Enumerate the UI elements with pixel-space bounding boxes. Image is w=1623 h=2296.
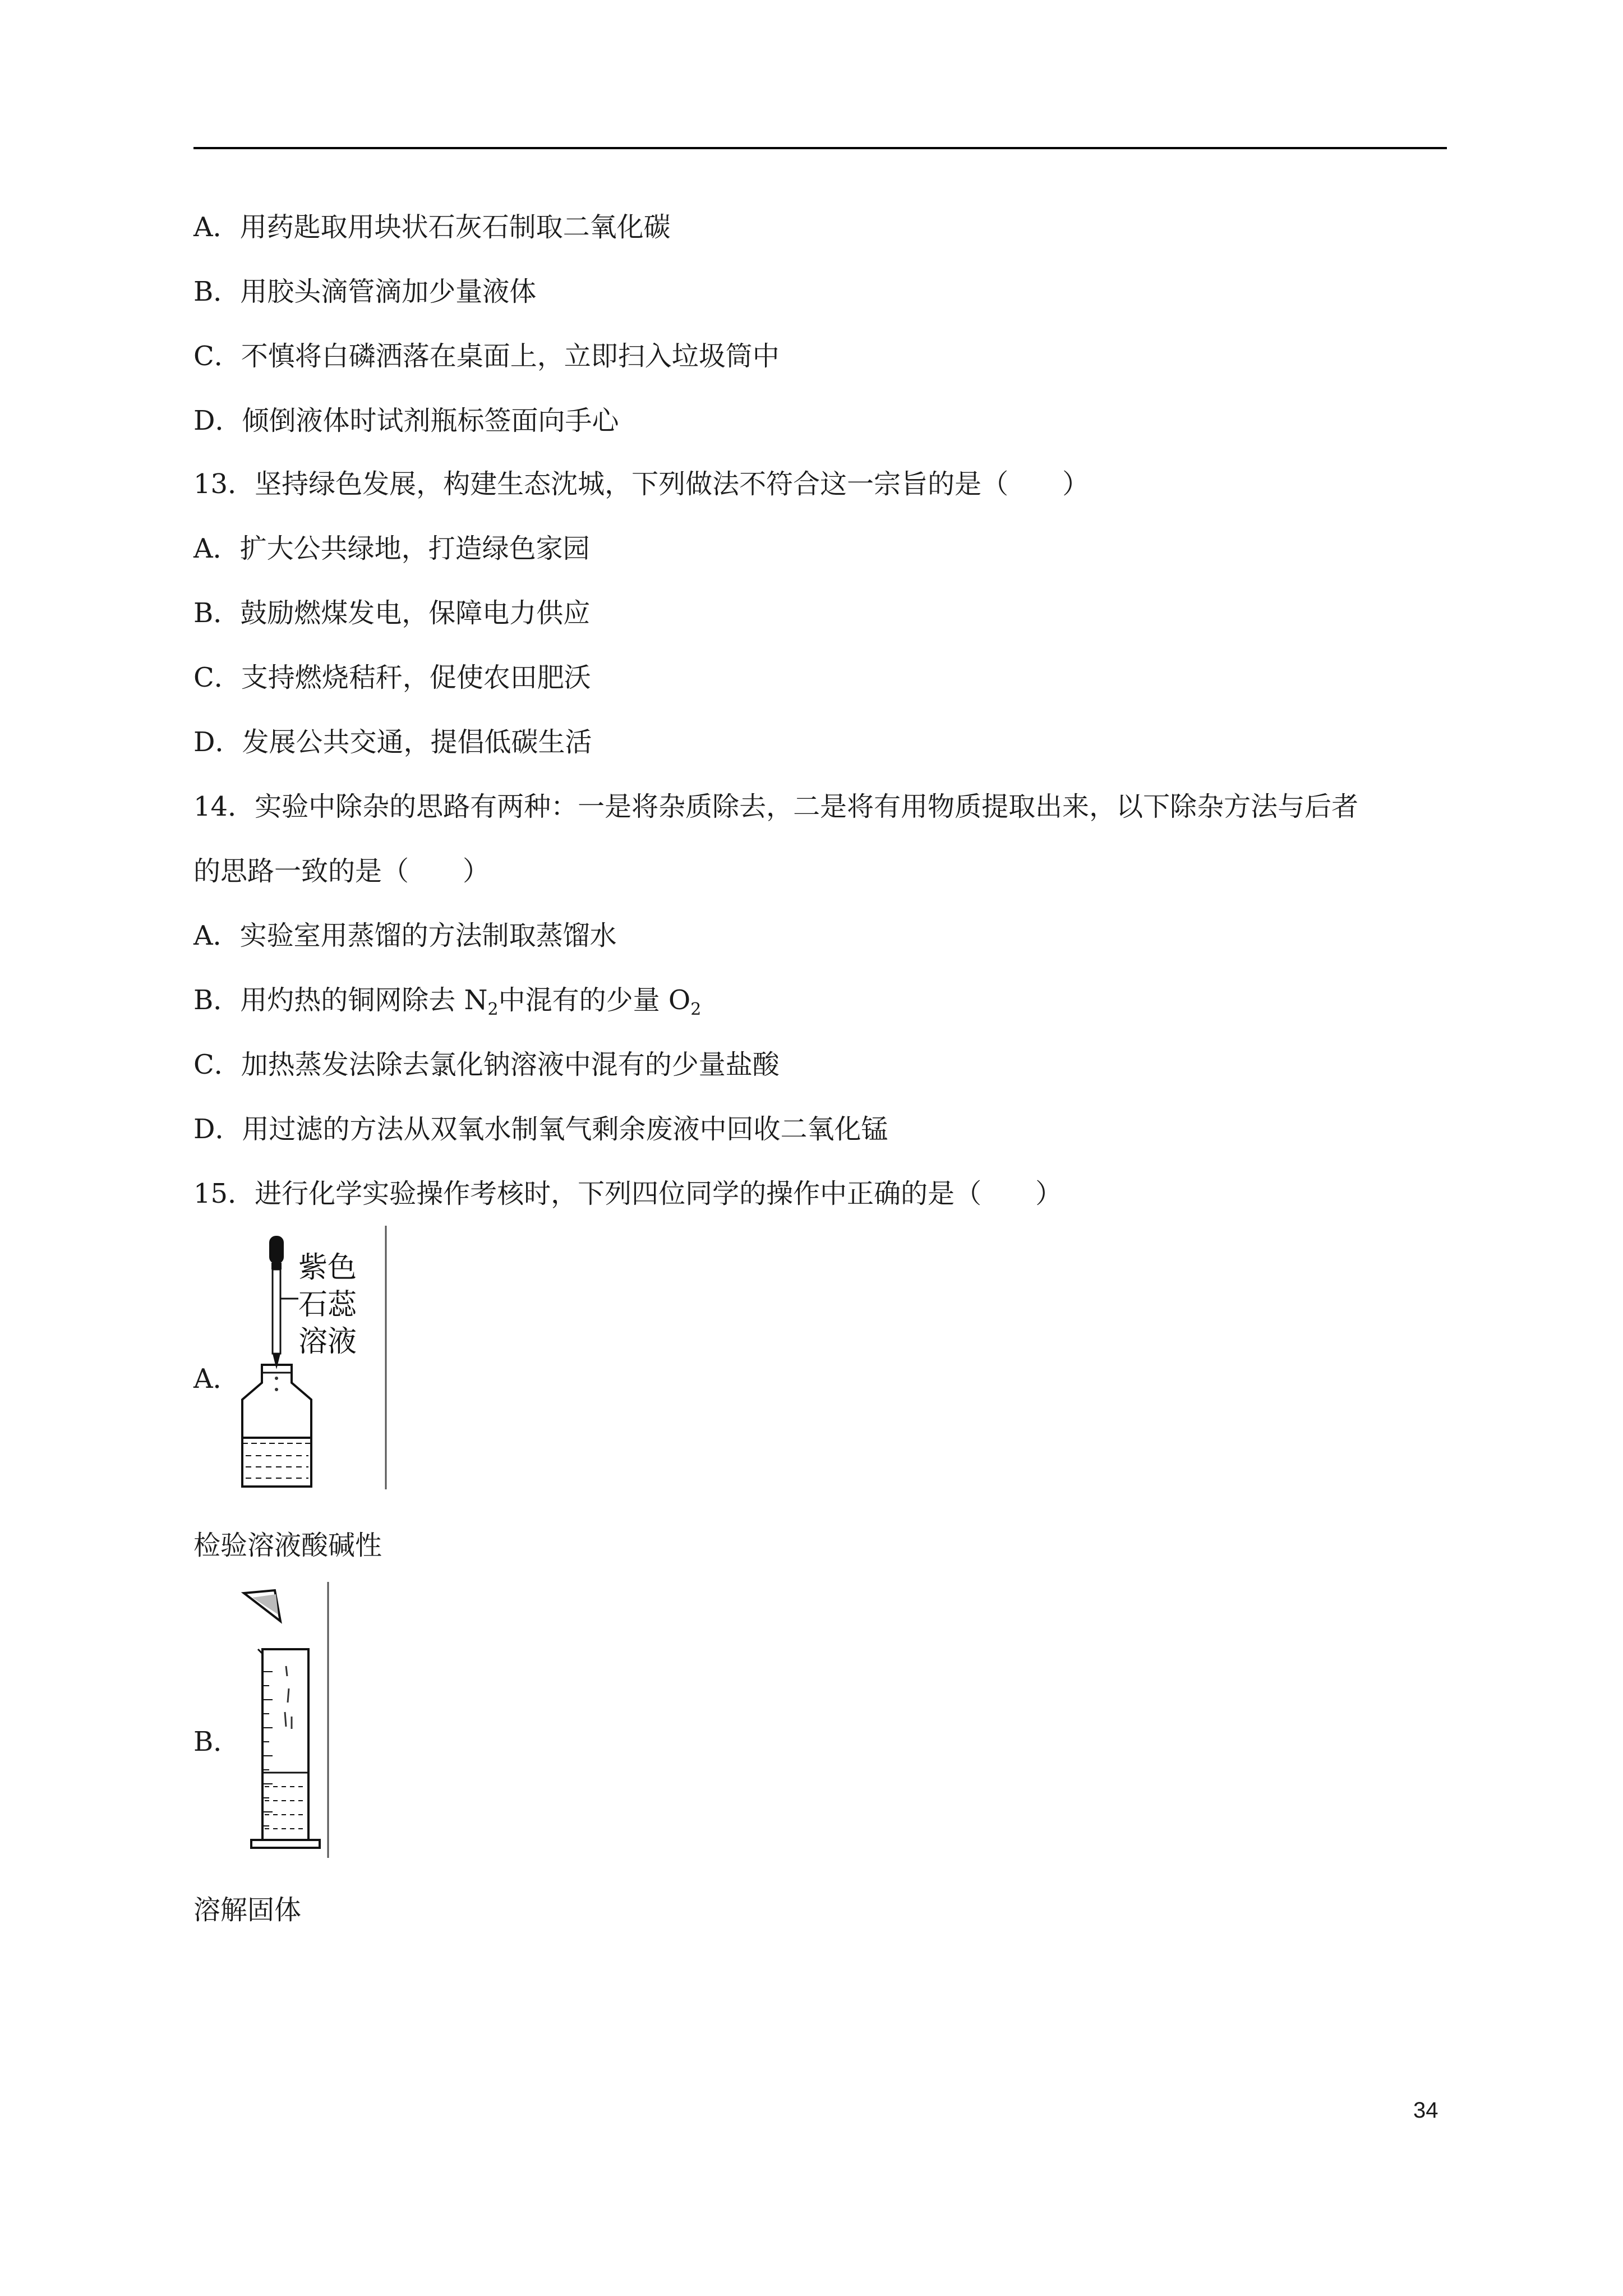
dropper-tube — [273, 1269, 280, 1354]
q14-stem-line1: 14．实验中除杂的思路有两种：一是将杂质除去，二是将有用物质提取出来，以下除杂方法与后者 — [193, 791, 1359, 822]
q14b-sub2: 2 — [690, 1000, 702, 1019]
q13-option-a: A．扩大公共绿地，打造绿色家园 — [193, 533, 590, 564]
q14-option-c: C．加热蒸发法除去氯化钠溶液中混有的少量盐酸 — [193, 1049, 780, 1080]
cylinder-base — [251, 1840, 320, 1848]
q15-option-a-letter: A． — [193, 1363, 240, 1395]
q14-option-b — [193, 983, 701, 1027]
fig-label-line2: 石蕊 — [298, 1288, 357, 1322]
graduated-cylinder-figure — [236, 1582, 336, 1860]
q14b-pre: B．用灼热的铜网除去 N — [193, 984, 488, 1016]
q12-option-b: B．用胶头滴管滴加少量液体 — [193, 276, 537, 307]
q14-stem-line2: 的思路一致的是（ ） — [193, 855, 490, 887]
q15-option-b-letter: B． — [193, 1726, 241, 1757]
q12-option-c: C．不慎将白磷洒落在桌面上，立即扫入垃圾筒中 — [193, 341, 780, 372]
q15-option-b-caption: 溶解固体 — [193, 1894, 302, 1926]
q15-option-a-caption: 检验溶液酸碱性 — [193, 1530, 382, 1561]
q13-stem: 13．坚持绿色发展，构建生态沈城，下列做法不符合这一宗旨的是（ ） — [193, 468, 1090, 500]
dropper-bulb — [269, 1236, 284, 1264]
fig-label-line1: 紫色 — [298, 1251, 357, 1285]
q14b-sub1: 2 — [487, 1000, 499, 1019]
page-number: 34 — [1413, 2098, 1438, 2123]
q13-option-d: D．发展公共交通，提倡低碳生活 — [193, 726, 592, 758]
dropper-bottle-figure — [236, 1226, 393, 1492]
header-rule — [193, 147, 1447, 149]
q14b-mid: 中混有的少量 O — [498, 984, 691, 1016]
q12-option-d: D．倾倒液体时试剂瓶标签面向手心 — [193, 405, 619, 436]
fig-label-line3: 溶液 — [298, 1325, 357, 1359]
q15-stem: 15．进行化学实验操作考核时，下列四位同学的操作中正确的是（ ） — [193, 1178, 1063, 1209]
q13-option-c: C．支持燃烧秸秆，促使农田肥沃 — [193, 662, 591, 693]
q12-option-a: A．用药匙取用块状石灰石制取二氧化碳 — [193, 211, 671, 243]
q13-option-b: B．鼓励燃煤发电，保障电力供应 — [193, 597, 591, 629]
reagent-bottle — [242, 1365, 311, 1487]
q14-option-a: A．实验室用蒸馏的方法制取蒸馏水 — [193, 920, 617, 951]
q14-option-d: D．用过滤的方法从双氧水制氧气剩余废液中回收二氧化锰 — [193, 1114, 888, 1145]
